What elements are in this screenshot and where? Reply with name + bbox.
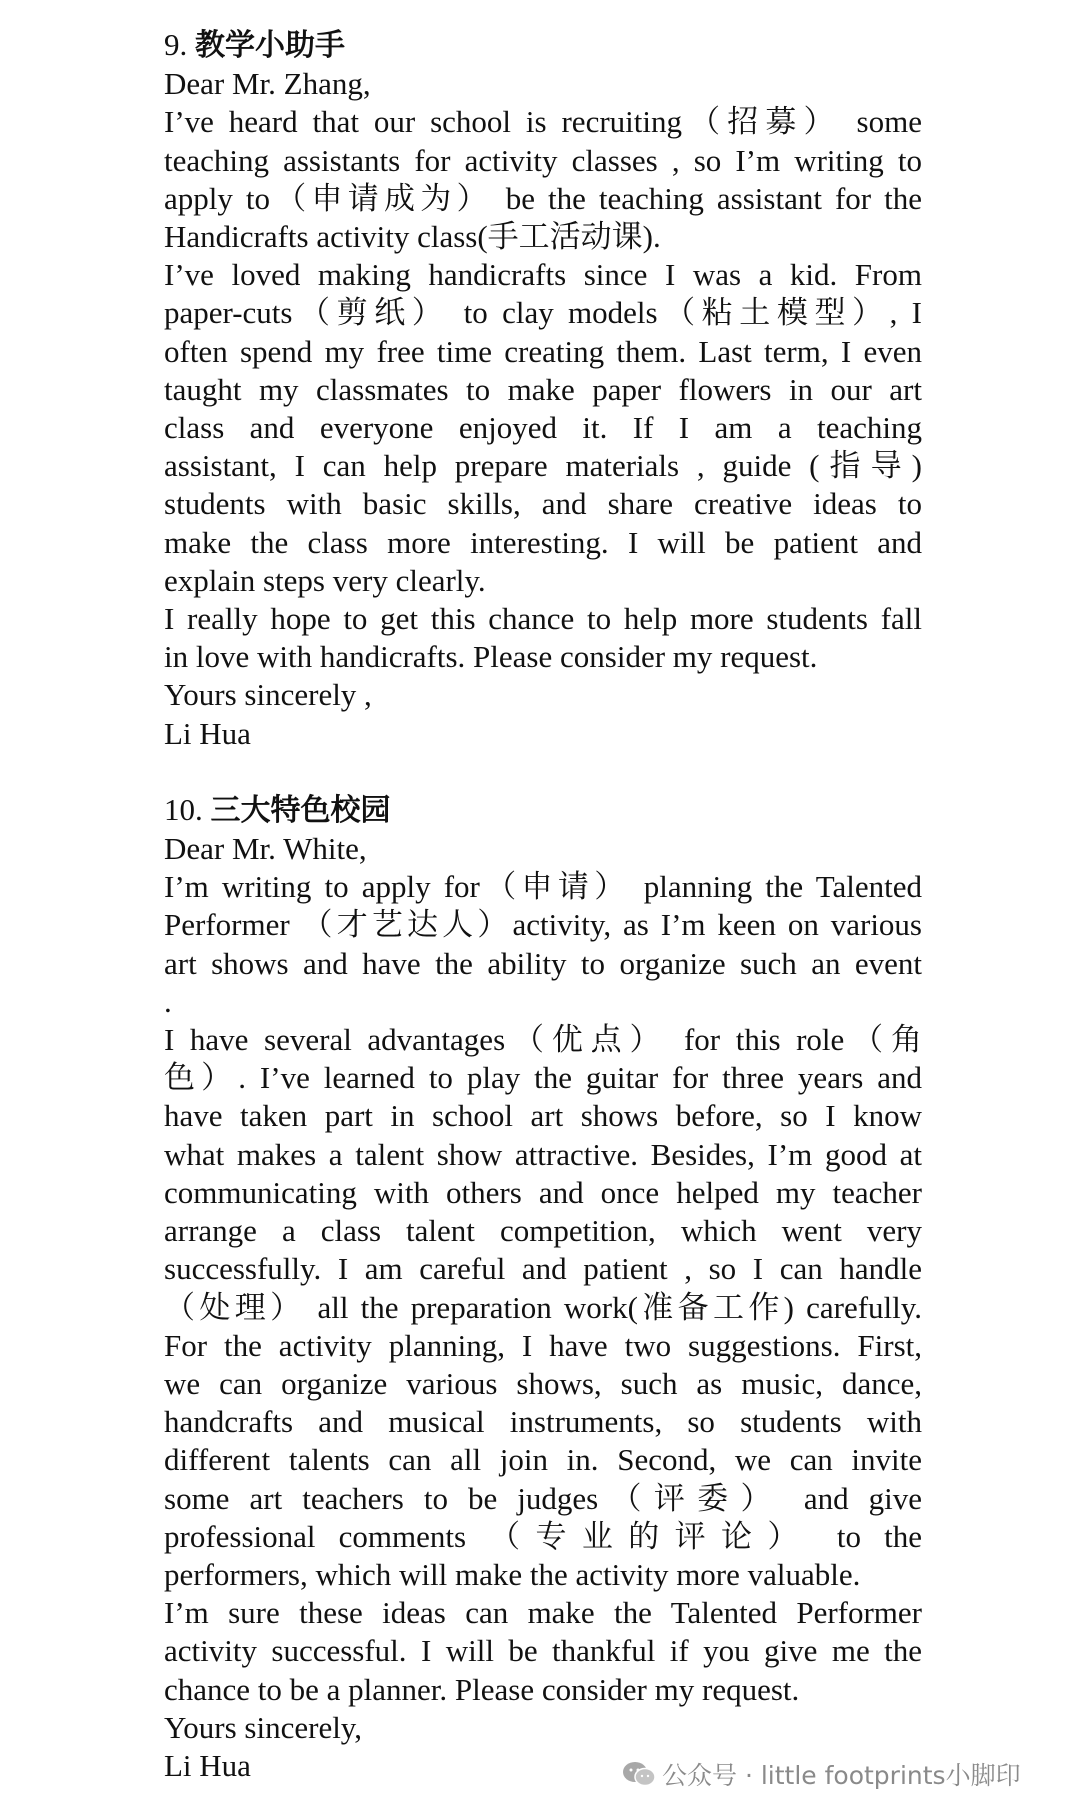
letter-10-signature: Li Hua <box>164 1747 251 1783</box>
letter-9-line: class and everyone enjoyed it. If I am a teaching <box>164 410 922 446</box>
letter-10-line: some art teachers to be judges（评委） and give <box>164 1480 922 1516</box>
letter-10-line: performers, which will make the activity more valuable. <box>164 1556 861 1592</box>
letter-9-line: I’ve heard that our school is recruiting（招募） some <box>164 104 922 140</box>
letter-10-salutation: Dear Mr. White, <box>164 831 367 867</box>
letter-10-line: successfully. I am careful and patient , so I can handle <box>164 1251 922 1287</box>
letter-9-line: assistant, I can help prepare materials , guide (指导) <box>164 448 922 484</box>
section-10-title: 三大特色校园 <box>210 792 391 828</box>
watermark <box>622 1756 1021 1792</box>
letter-10-line: （处理） all the preparation work(准备工作) carefully. <box>164 1289 922 1325</box>
letter-10-line: have taken part in school art shows before, so I know <box>164 1098 922 1134</box>
letter-9-line: taught my classmates to make paper flowers in our art <box>164 371 922 407</box>
wechat-icon <box>622 1760 656 1788</box>
letter-9-line: I’ve loved making handicrafts since I was a kid. From <box>164 257 922 293</box>
letter-10-line: I have several advantages（优点） for this role（角 <box>164 1022 922 1058</box>
letter-9-line: make the class more interesting. I will be patient and <box>164 524 922 560</box>
letter-9-line: I really hope to get this chance to help more students fall <box>164 601 922 637</box>
section-10-heading <box>164 791 922 830</box>
letter-10-line: what makes a talent show attractive. Besides, I’m good at <box>164 1136 922 1172</box>
letter-9-line: teaching assistants for activity classes , so I’m writing to <box>164 142 922 178</box>
section-9-number: 9. <box>164 27 188 62</box>
letter-10-line: handcrafts and musical instruments, so students with <box>164 1404 922 1440</box>
letter-10-line: activity successful. I will be thankful if you give me the <box>164 1633 922 1669</box>
letter-10-line: For the activity planning, I have two suggestions. First, <box>164 1327 922 1363</box>
watermark-text: 公众号 · little footprints小脚印 <box>662 1761 1021 1790</box>
letter-10-line: 色）. I’ve learned to play the guitar for three years and <box>164 1060 922 1096</box>
section-10-number: 10. <box>164 791 203 827</box>
section-10 <box>164 791 922 1785</box>
letter-10-line: I’m writing to apply for（申请） planning the Talented <box>164 869 922 905</box>
letter-9-line: explain steps very clearly. <box>164 562 486 598</box>
letter-9-signature: Li Hua <box>164 715 251 751</box>
letter-9-line: apply to（申请成为） be the teaching assistant for the <box>164 180 922 216</box>
letter-9-line: paper-cuts（剪纸） to clay models（粘土模型）, I <box>164 295 922 331</box>
letter-9-line: Handicrafts activity class(手工活动课). <box>164 219 661 255</box>
letter-10-line: chance to be a planner. Please consider my request. <box>164 1671 800 1707</box>
letter-9-closing: Yours sincerely , <box>164 677 372 713</box>
letter-9-salutation: Dear Mr. Zhang, <box>164 66 371 102</box>
letter-10-line: professional comments （专业的评论） to the <box>164 1518 922 1554</box>
letter-10-line: arrange a class talent competition, which went very <box>164 1213 922 1249</box>
letter-10-line: art shows and have the ability to organize such an event <box>164 945 922 981</box>
letter-10-closing: Yours sincerely, <box>164 1709 363 1745</box>
letter-10-line: . <box>164 983 172 1019</box>
letter-10-line: communicating with others and once helped my teacher <box>164 1174 922 1210</box>
letter-10-line: we can organize various shows, such as music, dance, <box>164 1365 922 1401</box>
section-9-title: 教学小助手 <box>195 28 345 63</box>
letter-10-line: I’m sure these ideas can make the Talented Performer <box>164 1595 922 1631</box>
letter-9-line: often spend my free time creating them. Last term, I even <box>164 333 922 369</box>
section-9-heading <box>164 26 922 65</box>
letter-9-line: in love with handicrafts. Please consider my request. <box>164 639 818 675</box>
document-page <box>164 26 922 1785</box>
letter-10-line: different talents can all join in. Second, we can invite <box>164 1442 922 1478</box>
letter-10-line: Performer （才艺达人）activity, as I’m keen on various <box>164 907 922 943</box>
letter-9-line: students with basic skills, and share creative ideas to <box>164 486 922 522</box>
section-9 <box>164 26 922 753</box>
